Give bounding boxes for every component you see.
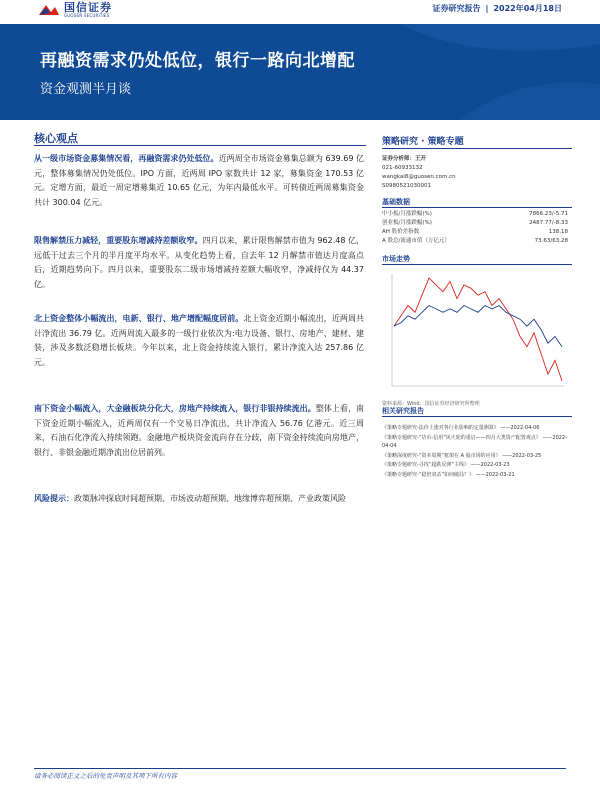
paragraph-3-text: 北上资金近期小幅流出，近两周共计净流出 36.79 亿。近两周流入最多的一级行业依次为:电力设备、银行、房地产、建材、建装，涉及多数泛稳增长板块。今年以来，北上资金持续流入银行，累计净流入达 257.86 亿元。 xyxy=(34,314,365,367)
paragraph-3-highlight: 北上资金整体小幅流出，电新、银行、地产增配幅度居前。 xyxy=(34,314,244,323)
paragraph-primary-market xyxy=(34,152,364,210)
stats-row xyxy=(382,219,568,228)
trend-title: 市场走势 xyxy=(382,255,410,263)
stats-value: 138.18 xyxy=(548,229,568,235)
column-divider xyxy=(382,148,572,149)
paragraph-2-text: 四月以来，累计限售解禁市值为 962.48 亿，远低于过去三个月的半月度平均水平。从变化趋势上看，自去年 12 月解禁市值达月度高点后，近期趋势向下。四月以来，重要股东二级市场增减持差额大幅收窄，净减持仅为 44.37 亿。 xyxy=(34,236,365,289)
stats-value: 7866.23/-5.71 xyxy=(529,211,568,217)
trend-title-wrap xyxy=(382,254,572,264)
stats-row xyxy=(382,228,568,237)
related-divider xyxy=(382,416,572,417)
title-banner xyxy=(0,24,600,120)
footer-divider xyxy=(34,768,566,769)
risk-text: 政策脉冲探底时间超预期、市场波动超预期、地缘博弈超预期、产业政策风险 xyxy=(74,494,346,503)
stats-row xyxy=(382,210,568,219)
column-title: 策略研究 · 策略专题 xyxy=(382,137,464,147)
stats-label: AH 股价差指数 xyxy=(382,229,420,235)
paragraph-1-highlight: 从一级市场资金募集情况看，再融资需求仍处低位。 xyxy=(34,154,219,163)
header-meta: 证券研究报告 | 2022年04月18日 xyxy=(432,4,562,13)
analyst-label: 证券分析师： xyxy=(382,156,416,162)
series-line-1 xyxy=(394,278,562,381)
logo xyxy=(38,0,112,20)
paragraph-southbound xyxy=(34,402,364,460)
paragraph-4-text: 整体上看，南下资金近期小幅流入，近两周仅有一个交易日净流出，共计净流入 56.76 亿港元。近三周来，石油石化净流入持续领跑。金融地产板块资金流向存在分歧，南下资金持续流向房地产，银行、非银金融近期净流出位居前列。 xyxy=(34,404,364,457)
core-views-heading: 核心观点 xyxy=(34,132,78,145)
related-title: 相关研究报告 xyxy=(382,407,424,415)
section-divider xyxy=(34,145,366,146)
stats-title-wrap xyxy=(382,197,572,207)
paragraph-2-highlight: 限售解禁压力减轻，重要股东增减持差额收窄。 xyxy=(34,236,203,245)
stats-row xyxy=(382,237,568,246)
logo-icon xyxy=(38,3,60,17)
analyst-block xyxy=(382,155,456,191)
related-report-link[interactable]: 《策略深度研究-“资本周期”框架在 A 股市场的应用》 ——2022-03-25 xyxy=(382,452,542,459)
top-bar xyxy=(0,0,600,24)
related-report-link[interactable]: 《策略专题研究-“稳倍双杀”如何破局？》 ——2022-03-21 xyxy=(382,471,515,478)
stats-divider xyxy=(382,207,572,208)
analyst-cert: S0980521030001 xyxy=(382,183,431,189)
report-type: 证券研究报告 xyxy=(432,4,481,13)
related-title-wrap xyxy=(382,406,572,416)
report-date: 2022年04月18日 xyxy=(493,4,562,13)
trend-divider xyxy=(382,264,572,265)
report-title: 再融资需求仍处低位，银行一路向北增配 xyxy=(40,51,355,71)
paragraph-risk xyxy=(34,492,364,507)
chart-source: 资料来源：Wind、国信证券经济研究所整理 xyxy=(382,401,480,407)
risk-label: 风险提示： xyxy=(34,494,74,503)
related-reports-list xyxy=(382,424,572,480)
logo-en: GUOSEN SECURITIES xyxy=(64,13,110,18)
analyst-phone: 021-60933132 xyxy=(382,165,423,171)
paragraph-4-highlight: 南下资金小幅流入，大金融板块分化大，房地产持续流入，银行非银持续流出。 xyxy=(34,404,316,413)
core-views-heading-wrap xyxy=(34,130,366,146)
footer-disclaimer: 请务必阅读正文之后的免责声明及其项下所有内容 xyxy=(34,772,177,780)
related-report-link[interactable]: 《策略专题研究-寻找“超跌反弹”主线》 ——2022-03-23 xyxy=(382,462,510,468)
stats-title: 基础数据 xyxy=(382,198,410,206)
logo-cn: 国信证券 xyxy=(64,1,112,14)
stats-table xyxy=(382,210,568,246)
market-trend-svg xyxy=(382,266,572,396)
related-report-link[interactable]: 《策略专题研究-“货币-信用”风火轮的重启——四月大类资产配置观点》 ——2022-04-04 xyxy=(382,434,567,449)
analyst-name: 王开 xyxy=(415,156,427,162)
stats-label: A 股总/流通市值（万亿元） xyxy=(382,238,450,244)
report-subtitle: 资金观测半月谈 xyxy=(40,82,132,97)
column-title-wrap xyxy=(382,134,572,147)
analyst-email: wangkai8@guosen.com.cn xyxy=(382,174,456,180)
paragraph-northbound xyxy=(34,312,364,370)
paragraph-lockup xyxy=(34,234,364,292)
stats-value: 73.63/63.28 xyxy=(534,238,568,244)
stats-label: 创业板/月涨跌幅(%) xyxy=(382,220,432,226)
banner-decoration xyxy=(340,24,600,120)
market-trend-chart xyxy=(382,266,572,396)
paragraph-1-text: 近两周全市场资金募集总额为 639.69 亿元，整体募集情况仍处低位。IPO 方面，近两周 IPO 家数共计 12 家，募集资金 170.53 亿元。定增方面，最近一周定增募集近 10.65 亿元，为年内最低水平。可转债近两周募集资金共计 300.04 亿元。 xyxy=(34,154,365,207)
stats-label: 中小板/月涨跌幅(%) xyxy=(382,211,432,217)
related-report-link[interactable]: 《策略专题研究-法价上涨对各行业影响的定量测算》 ——2022-04-06 xyxy=(382,425,540,431)
stats-value: 2487.77/-8.33 xyxy=(529,220,568,226)
